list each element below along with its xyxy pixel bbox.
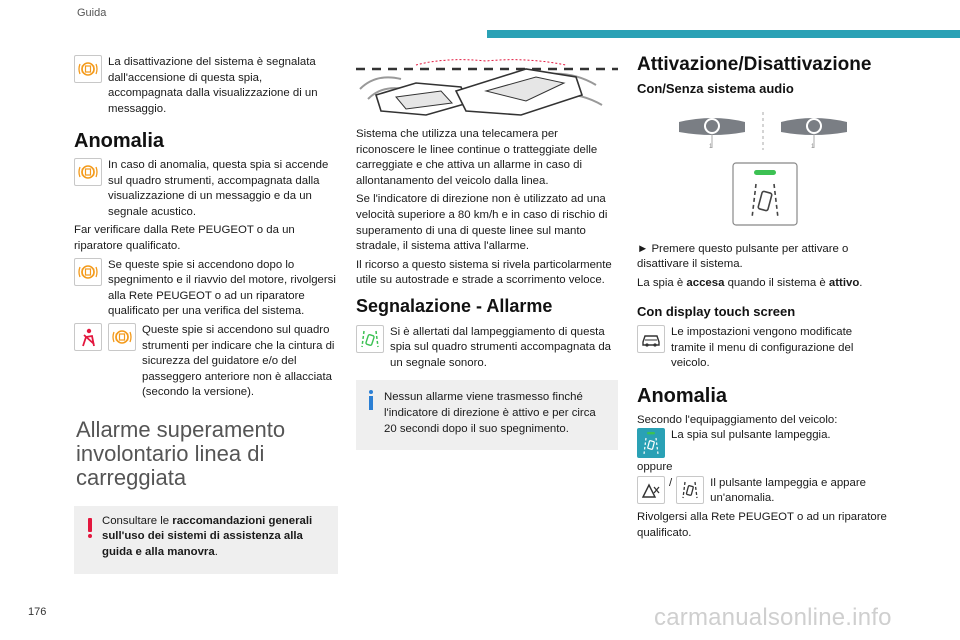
lane-warning-orange-icon (74, 158, 102, 186)
subheading-audio: Con/Senza sistema audio (637, 80, 794, 96)
heading-attivazione: Attivazione/Disattivazione (637, 54, 872, 75)
paragraph: Si è allertati dal lampeggiamento di questa spia sul quadro strumenti accompagnata da un segnale sonoro. (390, 325, 611, 369)
heading-anomalia: Anomalia (74, 130, 165, 153)
lane-departure-illustration (356, 55, 618, 121)
lamp-anomaly-row (74, 158, 338, 223)
column-right (637, 55, 887, 544)
paragraph: La spia sul pulsante lampeggia. (671, 429, 831, 442)
paragraph: Rivolgersi alla Rete PEUGEOT o ad un riparatore qualificato. (637, 510, 887, 539)
column-left (74, 55, 338, 574)
steering-wheel-icon (679, 118, 745, 150)
info-text: Nessun allarme viene trasmesso finché l'indicatore di direzione è attivo e per circa 20 secondi dopo il suo spegnimento. (384, 391, 596, 435)
lane-fault-icon (637, 476, 665, 504)
lane-warning-orange-icon (74, 55, 102, 83)
paragraph: Il ricorso a questo sistema si rivela particolarmente utile su autostrade e strade a scorrimento veloce. (356, 258, 612, 287)
svg-text:1: 1 (811, 144, 815, 151)
header-accent-bar (487, 30, 960, 38)
steering-wheel-icon (781, 118, 847, 150)
seatbelt-red-icon (74, 323, 102, 351)
lamp-restart-row (74, 258, 338, 323)
running-header: Guida (77, 7, 107, 19)
paragraph: Il pulsante lampeggia e appare un'anomalia. (710, 476, 866, 505)
paragraph: Se l'indicatore di direzione non è utilizzato ad una velocità superiore a 80 km/h e in caso di rischio di superamento di una di queste linee sul manto stradale, il sistema attiva l'allarme. (356, 193, 608, 253)
fault-row (637, 476, 887, 510)
watermark: carmanualsonline.info (654, 604, 892, 631)
car-settings-icon (637, 325, 665, 353)
paragraph: Queste spie si accendono sul quadro strumenti per indicare che la cintura di sicurezza del guidatore e/o del passeggero anteriore non è allacciata (secondo la versione). (142, 323, 335, 399)
warning-text: Consultare le raccomandazioni generali sull'uso dei sistemi di assistenza alla guida e alla manovra. (102, 514, 313, 559)
lane-button-green-icon (637, 428, 665, 458)
column-middle (356, 55, 618, 450)
slash-separator: / (669, 476, 673, 489)
paragraph: oppure (637, 461, 673, 474)
steering-wheel-illustration (673, 108, 887, 156)
svg-text:1: 1 (709, 144, 713, 151)
settings-row (637, 325, 887, 375)
subheading-touchscreen: Con display touch screen (637, 303, 796, 319)
paragraph: Sistema che utilizza una telecamera per riconoscere le linee continue o tratteggiate delle carreggiate e che attiva un allarme in caso di allontanamento del veicolo dalla linea. (356, 128, 598, 187)
info-icon (369, 390, 374, 410)
lamp-disabled-row (74, 55, 338, 120)
paragraph: Le impostazioni vengono modificate tramite il menu di configurazione del veicolo. (671, 326, 854, 370)
lane-button-icon (676, 476, 704, 504)
lamp-alert-row (356, 325, 618, 375)
paragraph: ► Premere questo pulsante per attivare o disattivare il sistema. (637, 242, 849, 271)
paragraph: Secondo l'equipaggiamento del veicolo: (637, 413, 838, 426)
paragraph: In caso di anomalia, questa spia si accende sul quadro strumenti, accompagnata dalla visualizzazione di un messaggio e da un segnale acustico. (108, 158, 329, 218)
paragraph: La disattivazione del sistema è segnalata dall'accensione di questa spia, accompagnata dalla visualizzazione di un messaggio. (108, 56, 318, 115)
lamp-seatbelt-row (74, 323, 338, 404)
paragraph: La spia è accesa quando il sistema è attivo. (637, 276, 863, 289)
lane-button-icon (732, 162, 798, 226)
section-title: Allarme superamento involontario linea di carreggiata (76, 416, 286, 490)
page-number: 176 (28, 606, 47, 618)
paragraph: Far verificare dalla Rete PEUGEOT o da un riparatore qualificato. (74, 224, 295, 252)
warning-box (74, 506, 338, 574)
lane-departure-car-icon (356, 55, 618, 121)
lane-button-illustration (732, 162, 887, 232)
lane-departure-car-icon (356, 325, 384, 353)
info-box (356, 380, 618, 450)
paragraph: Se queste spie si accendono dopo lo spegnimento e il riavvio del motore, rivolgersi alla Rete PEUGEOT o ad un riparatore qualificato per una verifica del sistema. (108, 258, 336, 318)
heading-anomalia-2: Anomalia (637, 384, 728, 407)
heading-segnalazione: Segnalazione - Allarme (356, 295, 553, 316)
warning-icon (88, 518, 93, 538)
lane-warning-orange-icon (108, 323, 136, 351)
lane-warning-orange-icon (74, 258, 102, 286)
button-blink-row (637, 428, 887, 458)
